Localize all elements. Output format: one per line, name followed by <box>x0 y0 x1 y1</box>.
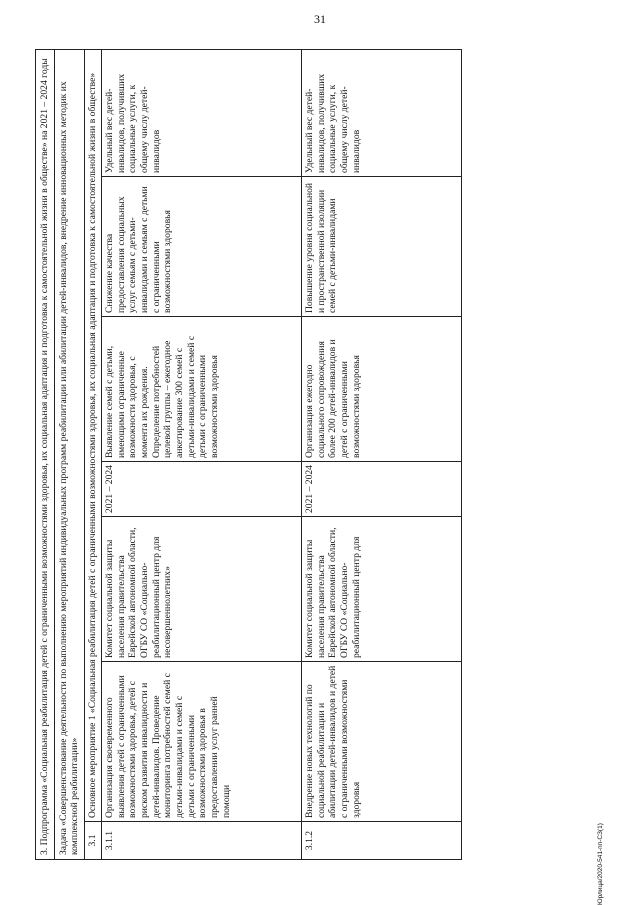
main-event-row <box>85 49 102 859</box>
task-row <box>54 49 84 859</box>
row-executor: Комитет социальной защиты населения правительства Еврейской автономной области, ОГБУ СО «Социально-реабилитационный центр для <box>301 517 461 662</box>
row-period: 2021 – 2024 <box>101 462 301 517</box>
subprogram-title: 3. Подпрограмма «Социальная реабилитация детей с ограниченными возможностями здоровья, их социальная адаптация и подготовка к самостоятельной жизни в обществе» на 2021 – 2024 годы <box>36 49 55 859</box>
row-event: Организация своевременного выявления детей с ограниченными возможностями здоровья, детей с риском развития инвалидности и детей-инвалидов. Проведение мониторинга потребностей семей с детьми-инвалидами и семей с детьми с ограниченными возможностями здоровья в предоставлении услуг ранней помощи <box>101 662 301 822</box>
row-indicator: Удельный вес детей-инвалидов, получивших социальные услуги, к общему числу детей-инвалидов <box>301 49 461 176</box>
row-consequences: Снижение качества предоставления социальных услуг семьям с детьми-инвалидами и семьям с детьми с ограниченными возможностями здоровья <box>101 177 301 317</box>
row-consequences: Повышение уровня социальной и пространственной изоляции семей с детьми-инвалидами <box>301 177 461 317</box>
main-event-number: 3.1 <box>85 822 102 860</box>
table-row <box>101 49 301 859</box>
row-result: Организация ежегодно социального сопровождения более 200 детей-инвалидов и детей с ограниченными возможностями здоровья <box>301 317 461 462</box>
page-number: 31 <box>314 12 326 26</box>
row-period: 2021 – 2024 <box>301 462 461 517</box>
rotated-table-container <box>35 50 575 860</box>
footer-code: Юрлица/2020-541-пп-СЗ(1) <box>597 823 604 905</box>
row-event: Внедрение новых технологий по социальной реабилитации и абилитации детей-инвалидов и детей с ограниченными возможностями здоровья <box>301 662 461 822</box>
row-number: 3.1.2 <box>301 822 461 860</box>
row-indicator: Удельный вес детей-инвалидов, получивших социальные услуги, к общему числу детей-инвалидов <box>101 49 301 176</box>
main-event-text: Основное мероприятие 1 «Социальная реабилитация детей с ограниченными возможностями здоровья, их социальная адаптация и подготовка к самостоятельной жизни в обществе» <box>85 49 102 821</box>
row-number: 3.1.1 <box>101 822 301 860</box>
program-table <box>35 49 462 860</box>
task-title: Задача «Совершенствование деятельности по выполнению мероприятий индивидуальных программ реабилитации или абилитации детей-инвалидов, внедрение инновационных методик их комплексной реабилитации» <box>54 49 84 859</box>
table-row <box>301 49 461 859</box>
subprogram-row <box>36 49 55 859</box>
row-result: Выявление семей с детьми, имеющими ограниченные возможности здоровья, с момента их рождения. Определение потребностей целевой группы – ежегодное анкетирование 300 семей с детьми-инвалидами и семей с детьми с ограниченными возможностями здоровья <box>101 317 301 462</box>
row-executor: Комитет социальной защиты населения правительства Еврейской автономной области, ОГБУ СО «Социально-реабилитационный центр для несовершеннолетних» <box>101 517 301 662</box>
